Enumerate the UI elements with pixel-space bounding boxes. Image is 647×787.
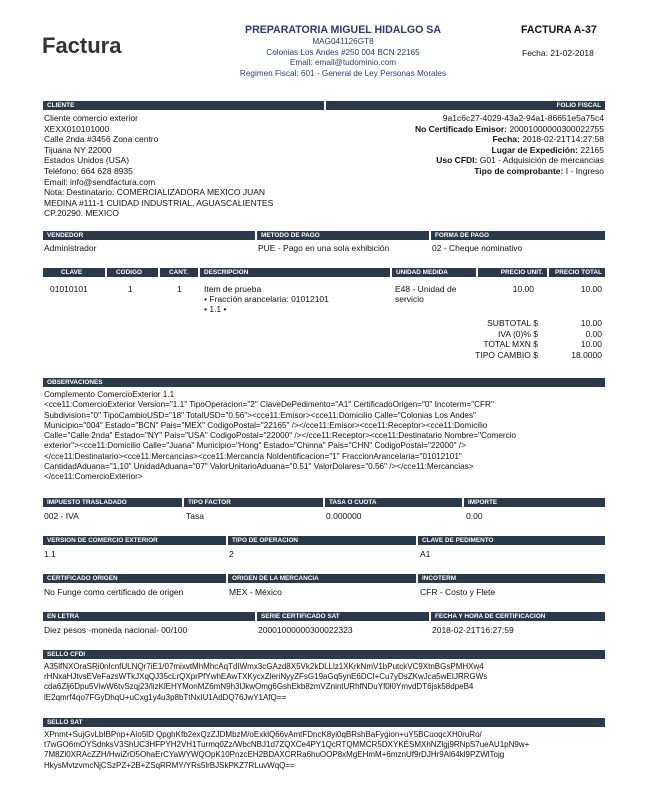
col-precio-total-header: PRECIO TOTAL: [549, 268, 605, 277]
origen-mercancia-header: ORIGEN DE LA MERCANCIA: [228, 574, 416, 583]
version-comercio-header: VERSION DE COMERCIO EXTERIOR: [43, 536, 226, 545]
incoterm-value: CFR - Costo y Flete: [420, 587, 496, 597]
row-unidad-2: servicio: [395, 294, 424, 304]
sello-sat-header: SELLO SAT: [43, 718, 605, 727]
importe-value: 0.00: [466, 511, 483, 521]
col-precio-unit-header: PRECIO UNIT.: [478, 268, 547, 277]
incoterm-header: INCOTERM: [418, 574, 605, 583]
certificado-origen-header: CERTIFICADO ORIGEN: [43, 574, 226, 583]
tipo-factor-value: Tasa: [186, 511, 204, 521]
metodo-pago-header: METODO DE PAGO: [257, 231, 429, 240]
folio-fiscal-info: [415, 113, 604, 177]
totals-block: [440, 318, 602, 360]
folio-fecha: Fecha: 2018-02-21T14:27:58: [492, 134, 604, 145]
col-clave-header: CLAVE: [43, 268, 105, 277]
invoice-date: Fecha: 21-02-2018: [522, 48, 594, 58]
fecha-certificacion-value: 2018-02-21T16:27:59: [432, 625, 514, 635]
issuer-address: Colonias Los Andes #250 004 BCN 22165: [266, 47, 420, 57]
cliente-phone: Teléfono: 664 628 8935: [44, 165, 133, 176]
col-unidad-header: UNIDAD MEDIDA: [392, 268, 476, 277]
folio-uuid: 9a1c6c27-4029-43a2-94a1-86651e5a75c4: [442, 113, 604, 123]
subtotal-row: SUBTOTAL $ 10.00: [487, 318, 602, 328]
row-desc-3: • 1.1 •: [204, 304, 227, 314]
tasa-value: 0.000000: [326, 511, 362, 521]
forma-pago-header: FORMA DE PAGO: [431, 231, 605, 240]
forma-pago-value: 02 - Cheque nominativo: [432, 243, 523, 253]
tipo-operacion-header: TIPO DE OPERACION: [228, 536, 416, 545]
tipo-cambio-row: TIPO CAMBIO $ 18.0000: [475, 349, 602, 360]
folio-lugar: Lugar de Expedición: 22165: [491, 144, 604, 155]
issuer-regime: Regimen Fiscal: 601 - General de Ley Personas Morales: [239, 68, 447, 78]
sello-cfdi-text: A35lfNXOraSRi0nIcnfULNQr7iE1/07mixvtMhMhcAqTdIWmx3cGAzd8X5Vk2kDLLlz1XKrkNmV1bPutckVC9XtnBGsPMHXw4 rHNxaHJtvsEVeFazsWTkJXqQJ35cLrQXprPfYwhEAwTXKycxZleriNyyZFsG19aGq5ynE6DCI+Cu7yDsZKwJca5wEIJRRGWs cda6Zlj6Dpu5ViwW6tvSzqj23/lizKlEHYMonMZ6mN9h3lJkwOmg6GshEkb8zmVZnintURhfNDuYf0l0YmvdDT6jsk58dpeB4 lE2qmrf4qo7FGyDhqU+uCxg1y4u3p8bTtNxIU1AdDQ76JwY1AfQ==: [44, 662, 488, 702]
folio-cert: No Certificado Emisor: 20001000000300022755: [414, 123, 604, 134]
cliente-rfc: XEXX010101000: [44, 123, 110, 134]
en-letra-header: EN LETRA: [43, 612, 255, 621]
observaciones-header: OBSERVACIONES: [43, 378, 605, 387]
serie-certificado-header: SERIE CERTIFICADO SAT: [257, 612, 429, 621]
importe-header: IMPORTE: [464, 498, 605, 507]
cliente-note-2: MEDINA #111-1 CUIDAD INDUSTRIAL, AGUASCALIENTES: [44, 197, 274, 208]
cliente-street: Calle 2nda #3456 Zona centro: [44, 134, 159, 145]
row-precio-total: 10.00: [580, 284, 602, 294]
invoice-folio: FACTURA A-37: [521, 24, 597, 36]
cliente-info: [44, 113, 273, 219]
metodo-pago-value: PUE - Pago en una sola exhibición: [258, 243, 390, 253]
cliente-note-1: Nota: Destinatario: COMERCIALIZADORA MEXICO JUAN: [44, 187, 266, 198]
cliente-country: Estados Unidos (USA): [44, 155, 130, 166]
tipo-operacion-value: 2: [229, 549, 234, 559]
vendedor-header: VENDEDOR: [43, 231, 255, 240]
issuer-block: [222, 24, 464, 79]
row-desc-2: • Fracción arancelaria: 01012101: [204, 294, 329, 304]
version-comercio-value: 1.1: [44, 549, 56, 559]
col-codigo-header: CODIGO: [107, 268, 158, 277]
issuer-name: PREPARATORIA MIGUEL HIDALGO SA: [245, 24, 441, 36]
row-unidad-1: E48 - Unidad de: [395, 284, 457, 294]
impuesto-header: IMPUESTO TRASLADADO: [43, 498, 182, 507]
issuer-rfc: MAG041126GT8: [312, 37, 374, 46]
clave-pedimento-header: CLAVE DE PEDIMENTO: [418, 536, 605, 545]
sello-cfdi-header: SELLO CFDI: [43, 650, 605, 659]
col-cant-header: CANT.: [160, 268, 198, 277]
en-letra-value: Diez pesos -moneda nacional- 00/100: [44, 625, 188, 635]
cliente-note-3: CP.20290. MEXICO: [44, 208, 119, 219]
impuesto-value: 002 - IVA: [44, 511, 79, 521]
clave-pedimento-value: A1: [420, 549, 431, 559]
cliente-city: Tijuana NY 22000: [44, 144, 112, 155]
row-clave: 01010101: [50, 284, 88, 294]
tasa-header: TASA O CUOTA: [325, 498, 462, 507]
folio-fiscal-header: FOLIO FISCAL: [326, 101, 605, 110]
total-row: TOTAL MXN $ 10.00: [483, 339, 602, 350]
tipo-factor-header: TIPO FACTOR: [184, 498, 323, 507]
iva-row: IVA (0)% $ 0.00: [498, 328, 602, 339]
row-desc-1: Item de prueba: [204, 284, 262, 294]
sello-sat-text: XPnmt+SujGvLbIBPnp+AIo5lD QpghKfb2exQzZJDMbzM/oExklQ66vAmtFDncK8yi0qBRshBaFygion+uY5BCuoqcXH0ruRo/ t7wGO6mOYSdnksV3ShUC3HFPYH2VH1Turmq0Zz/WbcNBJ1d7ZQXCe4PY1QcRTQMMCR5DXYKESMXhNZlgj9RNpS7ueAU1pN9w+ 7M8Zl0XRAcZZH/HwiZrD5OhaErCYaWYWQOpK10PnzcEH2BDAXCRRa6huOOP8xMgEHmM+6mznUf9rDJHr9Al64kl9PZWlTojg HkysMvtzvmcNjCSzPZ+2B+ZSqRRMY/YRs5lrBJSkPKZ7RLuvWqQ==: [44, 730, 530, 770]
fecha-certificacion-header: FECHA Y HORA DE CERTIFICACION: [431, 612, 605, 621]
cliente-name: Cliente comercio exterior: [44, 113, 139, 123]
vendedor-value: Administrador: [44, 243, 97, 253]
row-codigo: 1: [128, 284, 133, 294]
row-cant: 1: [177, 284, 182, 294]
cliente-email: Email: info@sendfactura.com: [44, 176, 156, 187]
col-descripcion-header: DESCRIPCION: [200, 268, 390, 277]
folio-uso: Uso CFDI: G01 - Adquisición de mercancias: [436, 155, 604, 166]
serie-certificado-value: 20001000000300022323: [258, 625, 353, 635]
observaciones-text: Complemento ComercioExterior 1.1 <cce11:ComercioExterior Version="1.1" TipoOperacion="2" ClaveDePedimento="A1" CertificadoOrigen="0" Incoterm="CFR" Subdivision="0" TipoCambioUSD="18" TotalUSD="0.56"><cce11:Emisor><cce11:Domicilio Calle="Colonias Los Andes" Municipio="004" Estado="BCN" Pais="MEX" CodigoPostal="22165" /></cce11:Emisor><cce11:Receptor><cce11:Domicilio Calle="Calle 2nda" Estado="NY" Pais="USA" CodigoPostal="22000" /></cce11:Receptor><cce11:Destinatario Nombre="Comercio exterior"><cce11:Domicilio Calle="Juana" Municipio="Hong" Estado="Chinna" Pais="CHN" CodigoPostal="22000" /> </cce11:Destinatario><cce11:Mercancias><cce11:Mercancia NoIdentificacion="1" FraccionArancelaria="01012101" CantidadAduana="1.10" UnidadAduana="07" ValorUnitarioAduana="0.51" ValorDolares="0.56" /></cce11:Mercancias> </cce11:ComercioExterior>: [44, 390, 517, 482]
page-title: Factura: [42, 33, 122, 58]
issuer-email: Email: email@tudominio.com: [289, 58, 397, 67]
row-precio-unit: 10.00: [512, 284, 534, 294]
certificado-origen-value: No Funge como certificado de origen: [44, 587, 184, 597]
folio-tipo: Tipo de comprobante: I - Ingreso: [474, 165, 604, 176]
cliente-header: CLIENTE: [43, 101, 324, 110]
origen-mercancia-value: MEX - México: [229, 587, 282, 597]
